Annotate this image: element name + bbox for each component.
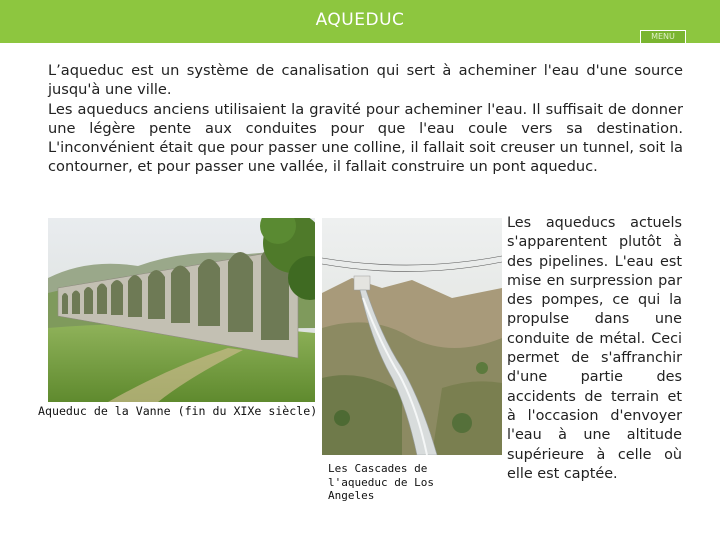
vanne-aqueduct-image [48,218,315,402]
los-angeles-cascades-caption: Les Cascades de l'aqueduc de Los Angeles [328,462,434,502]
menu-button[interactable]: MENU [640,30,686,44]
lead-keyword: aqueduc [60,62,124,79]
intro-paragraph-2: Les aqueducs anciens utilisaient la gravité pour acheminer l'eau. Il suffisait de donner une légère pente aux conduites pour que l'eau coule vers sa destination. L'inconvénient était que pour passer une colline, il fallait soit creuser un tunnel, soit la contourner, et pour passer une vallée, il fallait construire un pont aqueduc. [48,100,683,176]
intro-text [48,61,683,177]
los-angeles-cascades-image [322,218,502,455]
lead-rest: est un système de canalisation qui sert à acheminer l'eau d'une source jusqu'à une ville. [48,62,683,99]
vanne-aqueduct-photo [48,218,315,402]
los-angeles-cascades-photo [322,218,502,455]
lead-prefix: L’ [48,62,61,79]
intro-paragraph-1 [48,61,683,100]
vanne-aqueduct-caption: Aqueduc de la Vanne (fin du XIXe siècle) [38,404,318,418]
page-title: AQUEDUC [315,10,405,30]
side-paragraph: Les aqueducs actuels s'apparentent plutôt à des pipelines. L'eau est mise en surpression par des pompes, ce qui la propulse dans une conduite de métal. Ceci permet de s'affranchir d'une partie des accidents de terrain et à l'occasion d'envoyer l'eau à une altitude supérieure à celle où elle est captée. [507,215,682,482]
